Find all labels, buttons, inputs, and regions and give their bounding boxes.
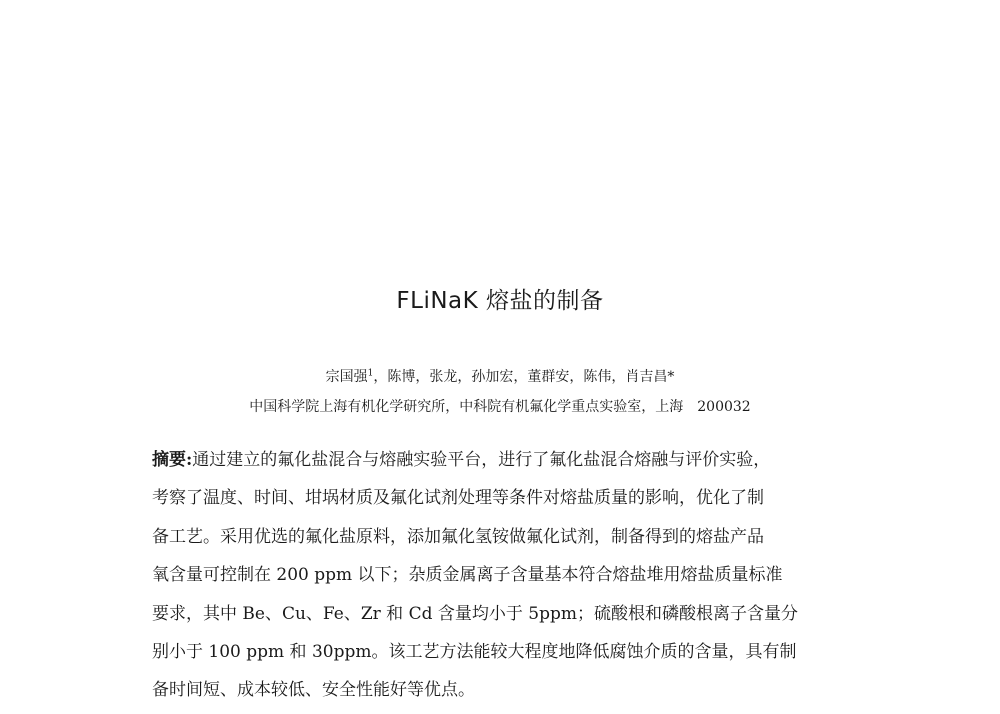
affiliation: 中国科学院上海有机化学研究所，中科院有机氟化学重点实验室，上海 200032 xyxy=(249,399,751,415)
author-first: 宗国强 xyxy=(325,369,368,385)
abstract-text: 通过建立的氟化盐混合与熔融实验平台，进行了氟化盐混合熔融与评价实验， xyxy=(192,450,771,470)
abstract xyxy=(152,441,864,710)
abstract-line: 要求，其中 Be、Cu、Fe、Zr 和 Cd 含量均小于 5ppm；硫酸根和磷酸根离子含量分 xyxy=(152,603,798,624)
author-rest: ，陈博，张龙，孙加宏，董群安，陈伟，肖吉昌* xyxy=(373,369,675,385)
abstract-line: 考察了温度、时间、坩埚材质及氟化试剂处理等条件对熔盐质量的影响，优化了制 xyxy=(152,488,764,509)
abstract-line xyxy=(152,441,864,479)
author-list xyxy=(0,366,1000,386)
abstract-line: 备工艺。采用优选的氟化盐原料，添加氟化氢铵做氟化试剂，制备得到的熔盐产品 xyxy=(152,526,764,547)
paper-title: FLiNaK 熔盐的制备 xyxy=(396,288,604,314)
abstract-line: 别小于 100 ppm 和 30ppm。该工艺方法能较大程度地降低腐蚀介质的含量，具有制 xyxy=(152,642,797,663)
abstract-label: 摘要: xyxy=(152,450,193,470)
author-affiliation-marker: 1 xyxy=(367,368,374,379)
abstract-line: 氧含量可控制在 200 ppm 以下；杂质金属离子含量基本符合熔盐堆用熔盐质量标准 xyxy=(152,565,783,586)
abstract-line: 备时间短、成本较低、安全性能好等优点。 xyxy=(152,680,475,701)
